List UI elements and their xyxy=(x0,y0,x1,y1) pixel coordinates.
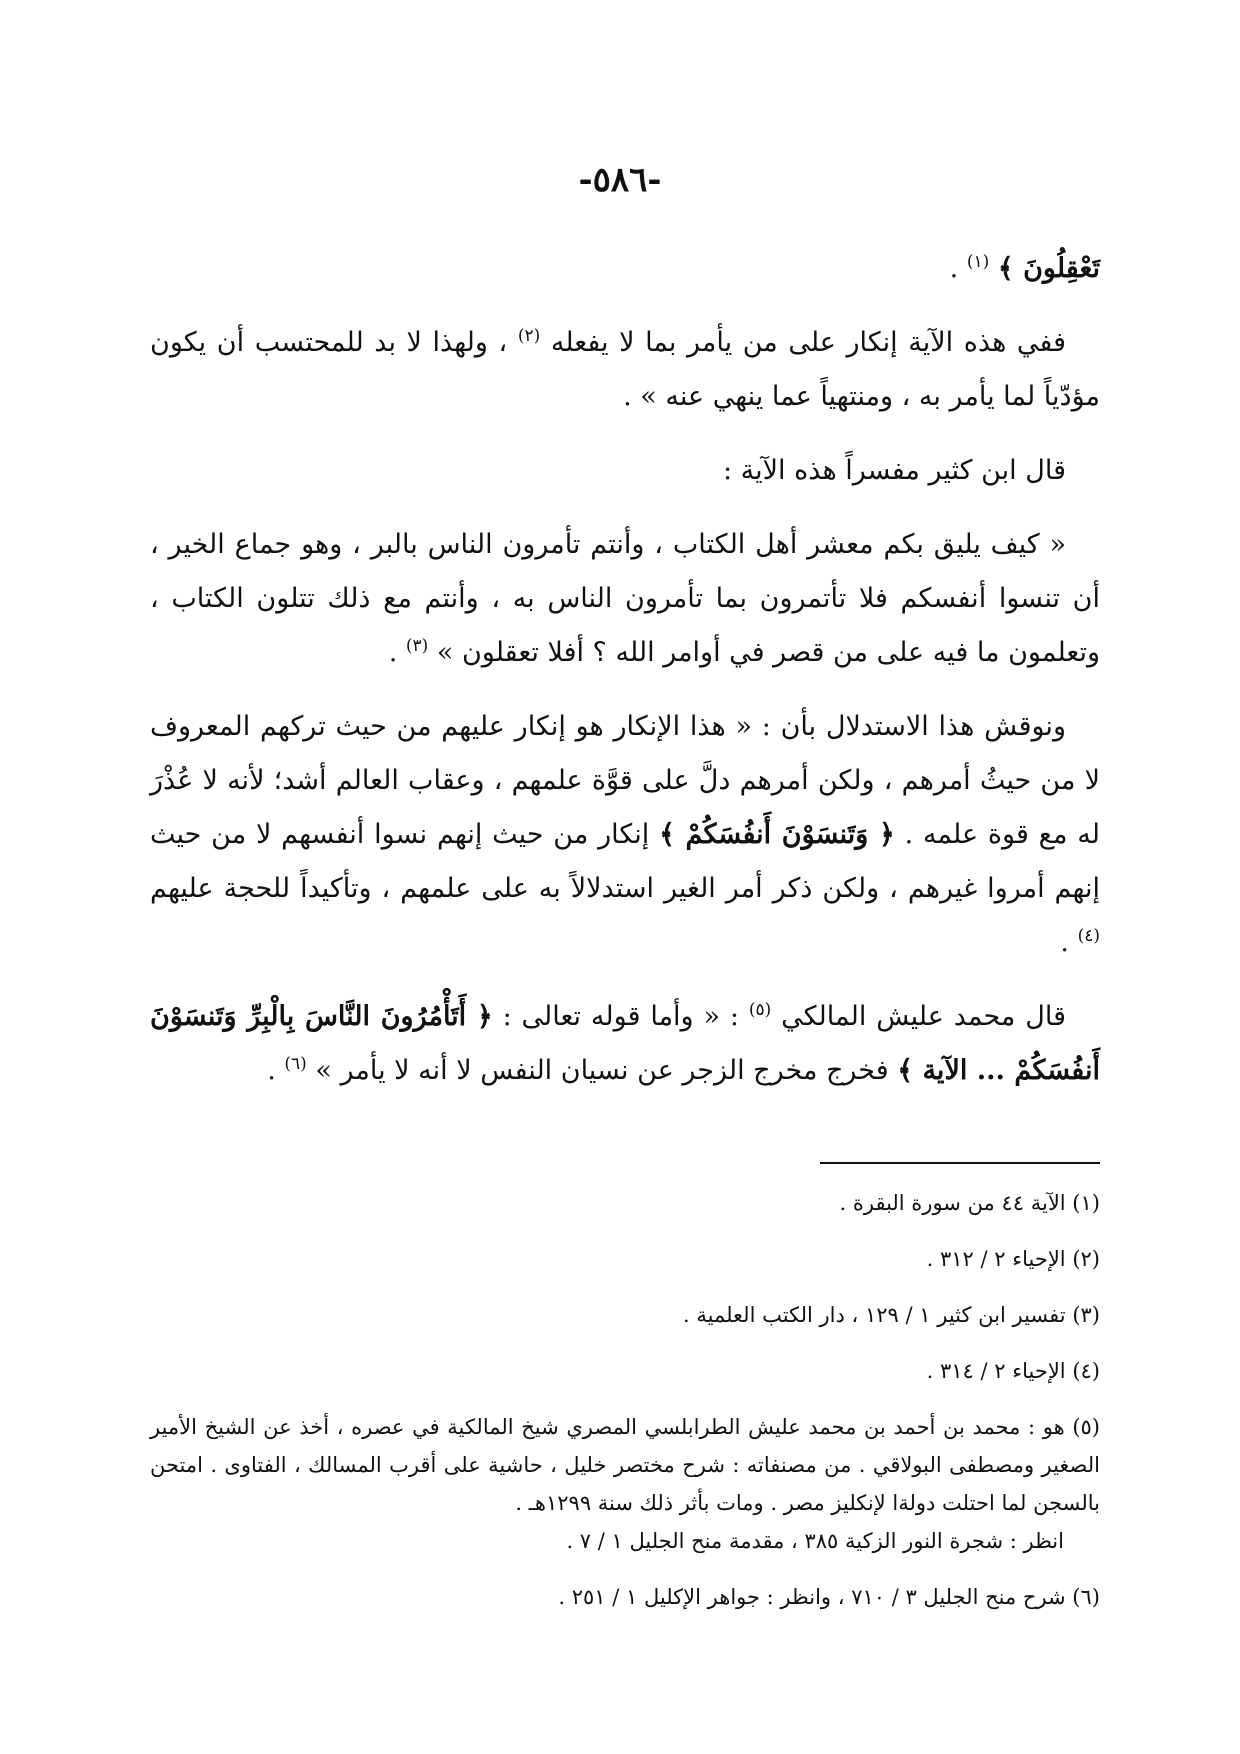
paragraph-text: : « وأما قوله تعالى : xyxy=(492,1001,749,1032)
footnote-5 xyxy=(150,1408,1100,1522)
paragraph-illaysh xyxy=(150,990,1100,1098)
paragraph-tail: . xyxy=(267,1055,285,1086)
paragraph-ibn-kathir-intro xyxy=(150,444,1100,498)
paragraph-text: ونوقش هذا الاستدلال بأن : « هذا الإنكار هو إنكار عليهم من حيث تركهم المعروف لا من حيثُ أمرهم ، ولكن أمرهم دلَّ على قوَّة علمهم ، وعقاب العالم أشد؛ لأنه لا عُذْرَ له مع قوة علمه . xyxy=(150,711,1100,850)
paragraph-tail: . xyxy=(1060,927,1078,958)
paragraph-text: قال محمد عليش المالكي xyxy=(771,1001,1066,1032)
footnotes xyxy=(150,1184,1100,1634)
paragraph-text: ففي هذه الآية إنكار على من يأمر بما لا يفعله xyxy=(540,327,1066,358)
paragraph-text: إنكار من حيث إنهم نسوا أنفسهم لا من حيث إنهم أمروا غيرهم ، ولكن ذكر أمر الغير استدلالاً به على علمهم ، وتأكيداً للحجة عليهم xyxy=(150,819,1100,904)
footnote-6: (٦) شرح منح الجليل ٣ / ٧١٠ ، وانظر : جواهر الإكليل ١ / ٢٥١ . xyxy=(558,1585,1100,1609)
footnote-ref-3: (٣) xyxy=(405,636,429,656)
paragraph-ibn-kathir-quote xyxy=(150,518,1100,680)
paragraph-quran-ending xyxy=(150,242,1100,296)
quran-verse: ﴿ وَتَنسَوْنَ أَنفُسَكُمْ ﴾ xyxy=(659,819,895,850)
footnote-ref-1: (١) xyxy=(966,252,990,272)
footnote-ref-6: (٦) xyxy=(284,1054,307,1074)
paragraph-text: قال ابن كثير مفسراً هذه الآية : xyxy=(722,455,1066,486)
paragraph-denial xyxy=(150,316,1100,424)
paragraph-tail: . xyxy=(388,637,406,668)
paragraph-text: فخرج مخرج الزجر عن نسيان النفس لا أنه لا يأمر » xyxy=(306,1055,898,1086)
paragraph-text: ، ولهذا لا بد للمحتسب أن يكون مؤدّياً لما يأمر به ، ومنتهياً عما ينهي عنه » . xyxy=(150,327,1100,412)
quran-verse: ﴿ أَتَأْمُرُونَ النَّاسَ بِالْبِرِّ وَتَنسَوْنَ أَنفُسَكُمْ ... الآية ﴾ xyxy=(150,1001,1100,1086)
footnote-divider xyxy=(820,1162,1100,1164)
footnote-ref-4: (٤) xyxy=(1077,926,1100,946)
footnote-5-reference: انظر : شجرة النور الزكية ٣٨٥ ، مقدمة منح الجليل ١ / ٧ . xyxy=(566,1529,1064,1553)
main-text xyxy=(150,242,1100,1118)
footnote-ref-5: (٥) xyxy=(748,1000,772,1020)
paragraph-tail: . xyxy=(949,253,967,284)
paragraph-text: « كيف يليق بكم معشر أهل الكتاب ، وأنتم تأمرون الناس بالبر ، وهو جماع الخير ، أن تنسوا أنفسكم فلا تأتمرون بما تأمرون الناس به ، وأنتم مع ذلك تتلون الكتاب ، وتعلمون ما فيه على من قصر في أوامر الله ؟ أفلا تعقلون » xyxy=(150,529,1100,668)
footnote-2: (٢) الإحياء ٢ / ٣١٢ . xyxy=(926,1247,1100,1271)
footnote-1: (١) الآية ٤٤ من سورة البقرة . xyxy=(839,1191,1100,1215)
page-number: -٥٨٦- xyxy=(578,160,662,200)
footnote-3: (٣) تفسير ابن كثير ١ / ١٢٩ ، دار الكتب العلمية . xyxy=(683,1303,1100,1327)
footnote-5-text: (٥) هو : محمد بن أحمد بن محمد عليش الطرابلسي المصري شيخ المالكية في عصره ، أخذ عن الشيخ الأمير الصغير ومصطفى البولاقي . من مصنفاته : شرح مختصر خليل ، حاشية على أقرب المسالك ، الفتاوى . امتحن بالسجن لما احتلت دولةا لإنكليز مصر . ومات بأثر ذلك سنة ١٢٩٩هـ . xyxy=(150,1415,1100,1515)
footnote-ref-2: (٢) xyxy=(517,326,541,346)
paragraph-objection xyxy=(150,700,1100,970)
footnote-4: (٤) الإحياء ٢ / ٣١٤ . xyxy=(926,1359,1100,1383)
quran-verse-ending: تَعْقِلُونَ ﴾ xyxy=(997,253,1100,284)
